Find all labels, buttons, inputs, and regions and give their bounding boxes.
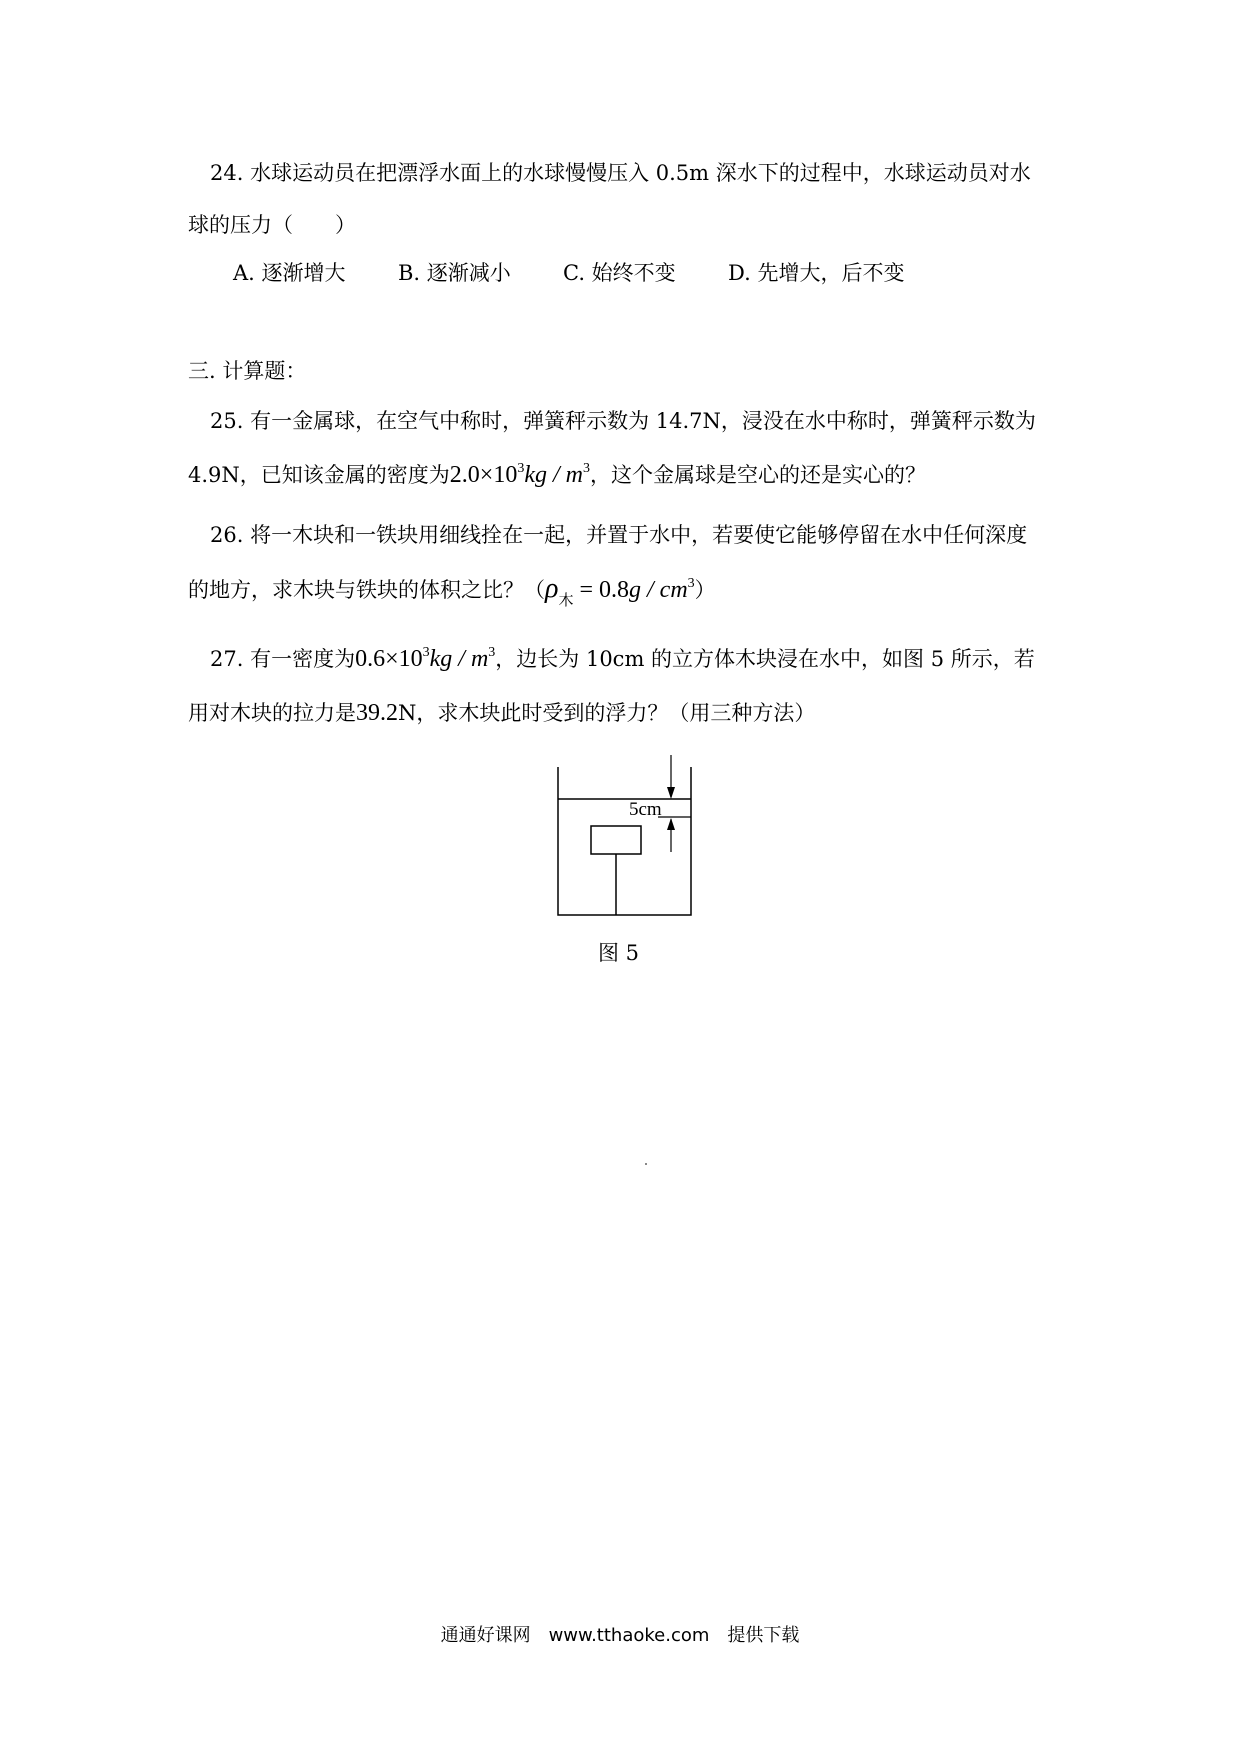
q27-density-formula: $0.6\times 10^3kg / m^3$: [355, 645, 496, 672]
q25-density-formula: $2.0\times 10^3kg / m^3$: [449, 461, 590, 488]
q26-rho-formula: $\rho_木 = 0.8g / cm^3$: [545, 573, 695, 609]
q25-line2: [188, 462, 926, 488]
q27-line2: [188, 700, 815, 726]
q26-line2-text-b: ）: [694, 578, 716, 602]
q24-option-c: C. 始终不变: [563, 261, 676, 285]
q24-line1: 24. 水球运动员在把漂浮水面上的水球慢慢压入 0.5m 深水下的过程中，水球运动员对水: [210, 161, 1031, 185]
upper-dimension-arrowhead: [667, 787, 675, 799]
q27-line1: [210, 646, 1035, 672]
q27-force-value: 39.2: [356, 700, 398, 726]
q27-line1-text-a: 27. 有一密度为: [210, 647, 356, 671]
q26-line1: 26. 将一木块和一铁块用细线拴在一起，并置于水中，若要使它能够停留在水中任何深度: [210, 523, 1028, 547]
scan-speck: [645, 1163, 647, 1165]
section-title: 三. 计算题：: [188, 359, 307, 383]
q27-line1-text-b: ，边长为 10cm 的立方体木块浸在水中，如图 5 所示，若: [495, 647, 1035, 671]
q24-option-a: A. 逐渐增大: [233, 261, 346, 285]
q24-line2: 球的压力（ ）: [188, 213, 356, 237]
q24-option-b: B. 逐渐减小: [398, 261, 511, 285]
lower-dimension-arrowhead: [667, 818, 675, 830]
q24-option-d: D. 先增大，后不变: [728, 261, 905, 285]
q27-line2-text-b: N，求木块此时受到的浮力？（用三种方法）: [398, 701, 816, 725]
q26-line2-text-a: 的地方，求木块与铁块的体积之比？（: [188, 578, 545, 602]
q25-line2-text-a: 4.9N，已知该金属的密度为: [188, 463, 450, 487]
figure-5-diagram: [548, 755, 698, 927]
q26-line2: [188, 573, 716, 609]
dimension-label: 5cm: [629, 799, 662, 820]
wooden-block: [591, 826, 641, 854]
footer-credit: 通通好课网 www.tthaoke.com 提供下载: [440, 1625, 800, 1646]
q25-line1: 25. 有一金属球，在空气中称时，弹簧秤示数为 14.7N，浸没在水中称时，弹簧秤示数为: [210, 409, 1036, 433]
q27-line2-text-a: 用对木块的拉力是: [188, 701, 356, 725]
figure-caption: 图 5: [598, 941, 640, 965]
q25-line2-text-b: ，这个金属球是空心的还是实心的？: [589, 463, 926, 487]
